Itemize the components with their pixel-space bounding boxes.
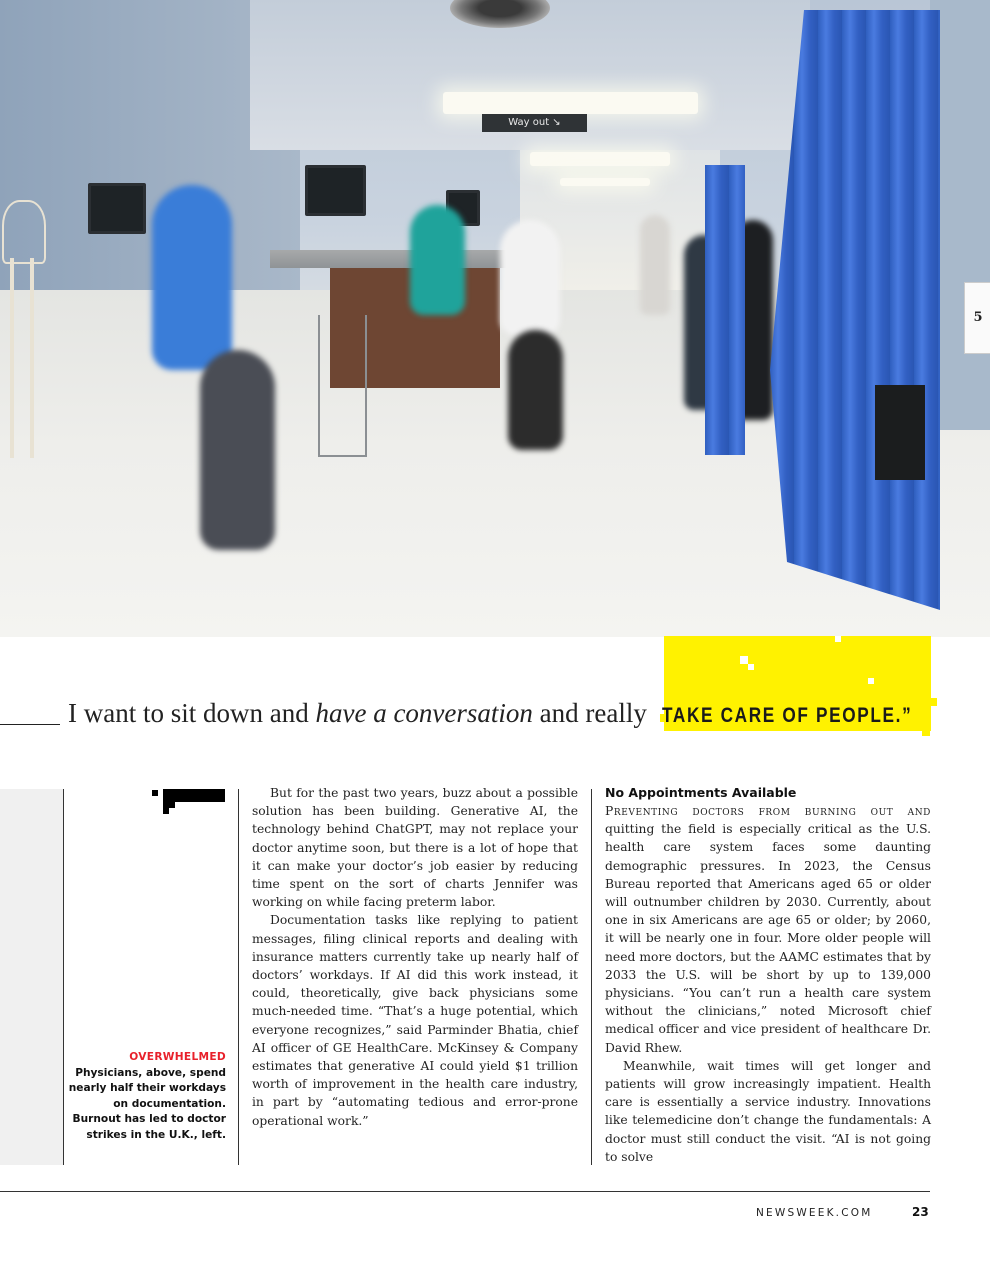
staff-teal-uniform	[410, 205, 465, 315]
paragraph: Meanwhile, wait times will get longer and patients will grow increasingly impatient. Health care is essentially a service industry. Innovations like telemedicine don’t change the fundamentals: A doctor must still conduct the visit. “AI is not going to solve	[605, 1058, 931, 1164]
computer-monitor	[88, 183, 146, 234]
caption-head: OVERWHELMED	[129, 1051, 226, 1063]
quote-rule	[0, 724, 60, 725]
paragraph: But for the past two years, buzz about a possible solution has been building. Generative AI, the technology behind ChatGPT, may not replace your doctor anytime soon, but there is a lot of hope that it can make your doctor’s job easier by reducing time spent on the sort of charts Jennifer was working on while facing preterm labor.	[252, 786, 578, 910]
privacy-curtain	[770, 10, 940, 610]
pull-quote-text	[68, 698, 967, 729]
article-column-2	[252, 784, 578, 1130]
pixel-ornament	[163, 808, 169, 814]
skeleton-limb	[30, 258, 34, 458]
privacy-curtain	[705, 165, 745, 455]
pixel-detail	[740, 656, 748, 664]
nurses-station-counter	[270, 250, 520, 268]
paragraph: Documentation tasks like replying to patient messages, filing clinical reports and dealing with insurance matters currently take up nearly half of doctors’ workdays. If AI did this work instead, it could, theoretically, give back physicians some much-needed time. “That’s a huge potential, which everyone recognizes,” said Parminder Bhatia, chief AI officer of GE HealthCare. McKinsey & Company estimates that generative AI could yield $1 trillion worth of improvement in the health care industry, in part by “automating tedious and error-prone operational work.”	[252, 913, 578, 1128]
quote-part: and really	[532, 698, 654, 728]
caption-body: Physicians, above, spend nearly half their workdays on documentation. Burnout has led to doctor strikes in the U.K., left.	[68, 1066, 226, 1141]
ceiling-light	[560, 178, 650, 186]
nurse-legs	[200, 350, 275, 550]
footer-rule	[0, 1191, 930, 1192]
pixel-detail	[748, 664, 754, 670]
ceiling-light	[443, 92, 698, 114]
paragraph-text: quitting the field is especially critical as the U.S. health care system faces some daunting demographic pressures. In 2023, the Census Bureau reported that Americans aged 65 or older will outnumber children by 2030. Currently, about one in six Americans are age 65 or older; by 2060, it will be nearly one in four. More older people will need more doctors, but the AAMC estimates that by 2033 the U.S. will be short by up to 139,000 physicians. “You can’t run a health care system without the clinicians,” noted Microsoft chief medical officer and vice president of healthcare Dr. David Rhew.	[605, 822, 931, 1055]
section-subhead: No Appointments Available	[605, 785, 797, 800]
page-number: 23	[912, 1205, 929, 1219]
lead-in: Preventing doctors from burning out and	[605, 804, 931, 818]
distant-staff	[640, 215, 670, 315]
skeleton-limb	[10, 258, 14, 458]
waste-bin	[875, 385, 925, 480]
photo-caption	[64, 1050, 226, 1143]
hospital-ward-photo	[0, 0, 990, 637]
quote-italic: have a conversation	[315, 698, 533, 728]
pull-quote	[0, 636, 990, 746]
staff-dark-trousers	[508, 330, 563, 450]
paragraph	[605, 802, 931, 1057]
article-column-3	[605, 784, 931, 1166]
bed-number-sign: 5	[964, 282, 990, 354]
column-rule	[238, 789, 239, 1165]
quote-part: I want to sit down and	[68, 698, 316, 728]
anatomical-skeleton	[2, 200, 46, 264]
nurse-blue-uniform	[152, 185, 232, 370]
ceiling-light	[530, 152, 670, 166]
quote-caps: TAKE CARE OF PEOPLE.”	[661, 704, 912, 727]
computer-monitor	[305, 165, 366, 216]
pixel-detail	[868, 678, 874, 684]
way-out-sign: Way out ↘	[482, 114, 587, 132]
inset-photo-placeholder	[0, 789, 63, 1165]
staff-white-coat	[500, 220, 560, 335]
footer-site-name: NEWSWEEK.COM	[756, 1207, 873, 1219]
pixel-detail	[835, 636, 841, 642]
pixel-ornament	[163, 789, 225, 802]
column-rule	[591, 789, 592, 1165]
trolley	[318, 315, 367, 457]
pixel-ornament	[152, 790, 158, 796]
